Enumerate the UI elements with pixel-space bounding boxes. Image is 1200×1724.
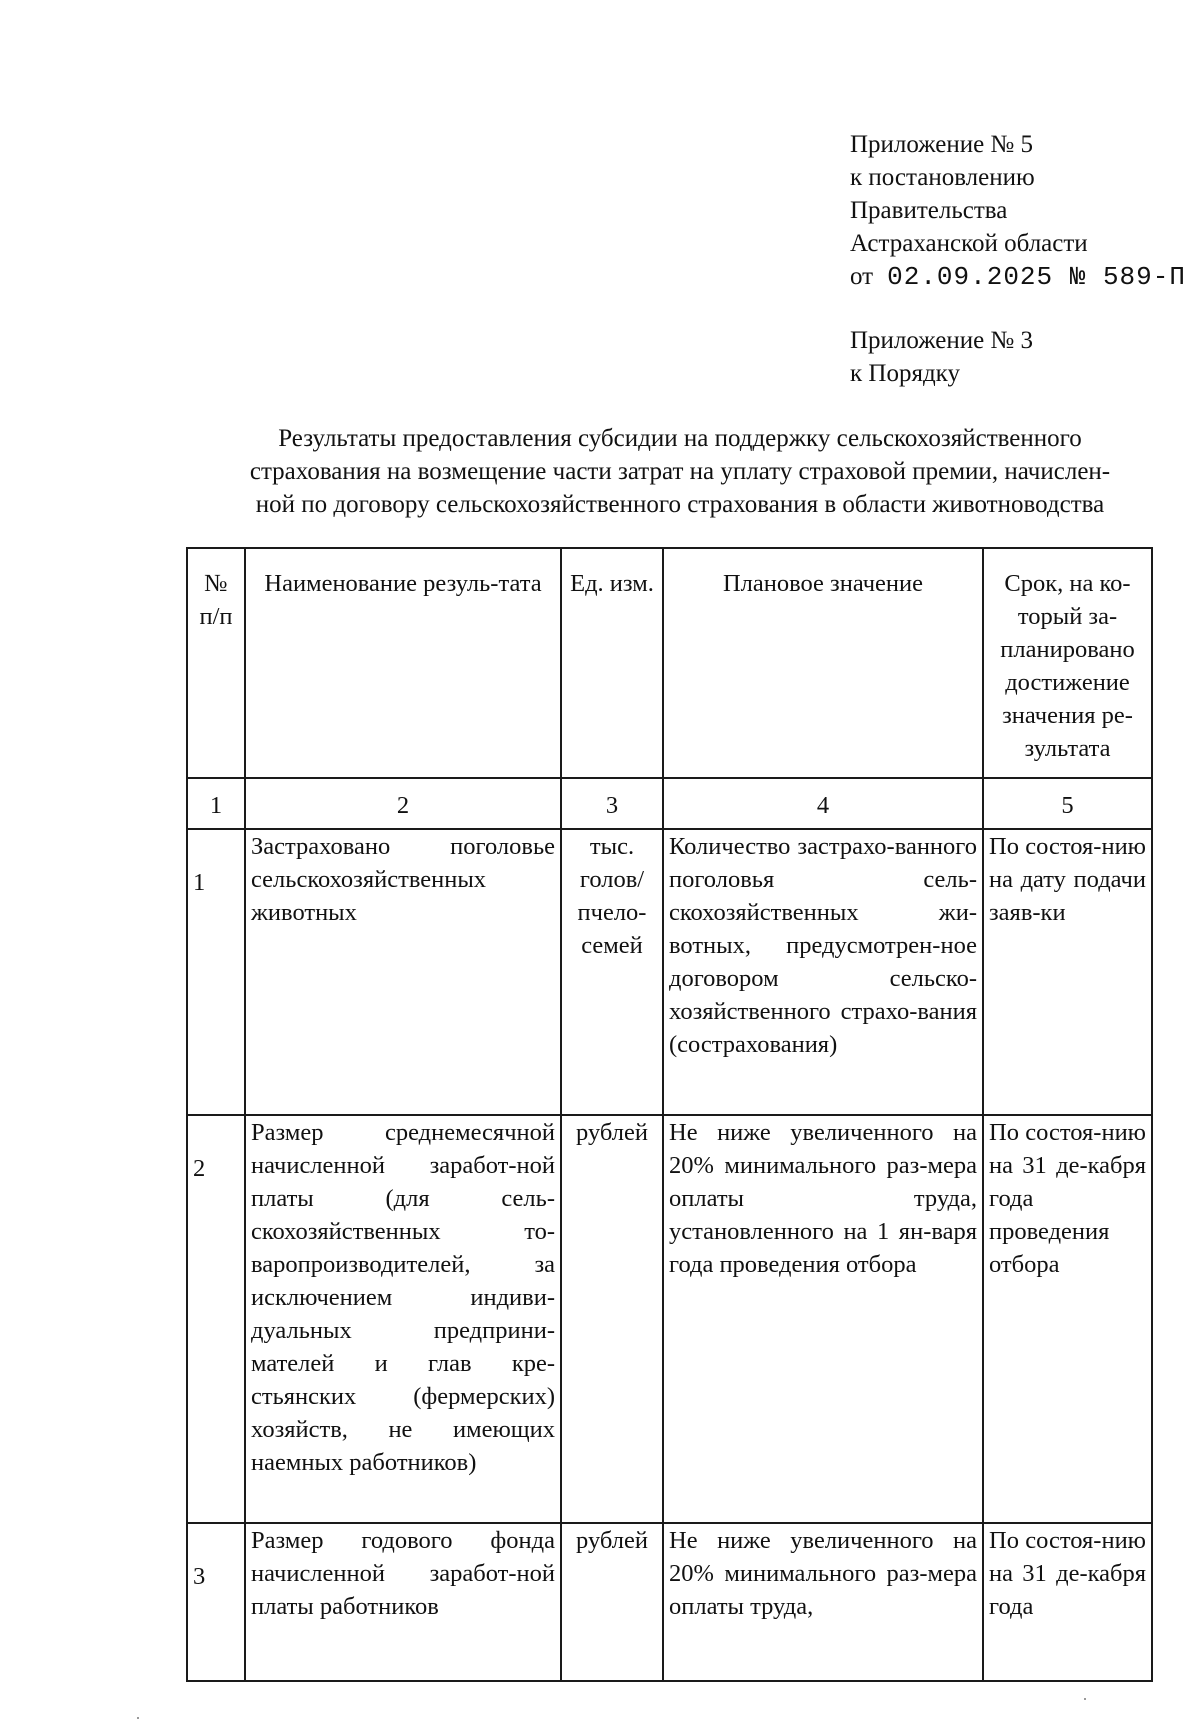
title-line: страхования на возмещение части затрат на уплату страховой премии, начислен- (249, 458, 1111, 485)
appendix-5-block (850, 128, 1186, 294)
row-name: Размер среднемесячной начисленной заработ-ной платы (для сель-скохозяйственных то-варопроизводителей, за исключением индиви-дуальных предприни-мателей и глав кре-стьянских (фермерских) хозяйств, не имеющих наемных работников) (245, 1115, 561, 1523)
table-row (187, 1523, 1152, 1681)
row-unit: тыс. голов/ пчело-семей (561, 829, 663, 1115)
appendix-3-line: к Порядку (850, 360, 960, 387)
document-title (180, 422, 1180, 521)
table-header-row (187, 548, 1152, 778)
title-line: ной по договору сельскохозяйственного страхования в области животноводства (255, 491, 1105, 518)
appendix-3-block (850, 324, 1033, 390)
row-name: Застраховано поголовье сельскохозяйственных животных (245, 829, 561, 1115)
row-unit: рублей (561, 1115, 663, 1523)
column-number: 1 (187, 778, 245, 829)
header-name: Наименование резуль-тата (245, 548, 561, 778)
title-line: Результаты предоставления субсидии на поддержку сельскохозяйственного (278, 425, 1082, 452)
header-term: Срок, на ко-торый за-планировано достижение значения ре-зультата (983, 548, 1152, 778)
appendix-5-line: Астраханской области (850, 230, 1088, 257)
header-plan: Плановое значение (663, 548, 983, 778)
column-number: 5 (983, 778, 1152, 829)
appendix-5-date-line (850, 260, 1186, 294)
results-table (186, 547, 1153, 1682)
column-number: 3 (561, 778, 663, 829)
row-term: По состоя-нию на 31 де-кабря года (983, 1523, 1152, 1681)
scan-speck (137, 1717, 139, 1719)
row-term: По состоя-нию на 31 де-кабря года проведения отбора (983, 1115, 1152, 1523)
appendix-5-line: к постановлению (850, 164, 1035, 191)
row-plan: Количество застрахо-ванного поголовья сель-скохозяйственных жи-вотных, предусмотрен-ное договором сельско-хозяйственного страхо-вания (сострахования) (663, 829, 983, 1115)
column-number: 4 (663, 778, 983, 829)
column-numbers-row (187, 778, 1152, 829)
scan-speck (1084, 1698, 1086, 1700)
appendix-3-title: Приложение № 3 (850, 327, 1034, 354)
row-number: 1 (187, 829, 245, 1115)
table-row (187, 1115, 1152, 1523)
document-date-number: 02.09.2025 № 589-П (887, 262, 1186, 292)
row-unit: рублей (561, 1523, 663, 1681)
header-unit: Ед. изм. (561, 548, 663, 778)
appendix-5-title: Приложение № 5 (850, 131, 1034, 158)
row-term: По состоя-нию на дату подачи заяв-ки (983, 829, 1152, 1115)
row-plan: Не ниже увеличенного на 20% минимального раз-мера оплаты труда, (663, 1523, 983, 1681)
date-prefix: от (850, 263, 874, 290)
row-number: 2 (187, 1115, 245, 1523)
column-number: 2 (245, 778, 561, 829)
row-name: Размер годового фонда начисленной заработ-ной платы работников (245, 1523, 561, 1681)
appendix-5-line: Правительства (850, 197, 1008, 224)
table-row (187, 829, 1152, 1115)
header-num: № п/п (187, 548, 245, 778)
row-plan: Не ниже увеличенного на 20% минимального раз-мера оплаты труда, установленного на 1 ян-варя года проведения отбора (663, 1115, 983, 1523)
row-number: 3 (187, 1523, 245, 1681)
